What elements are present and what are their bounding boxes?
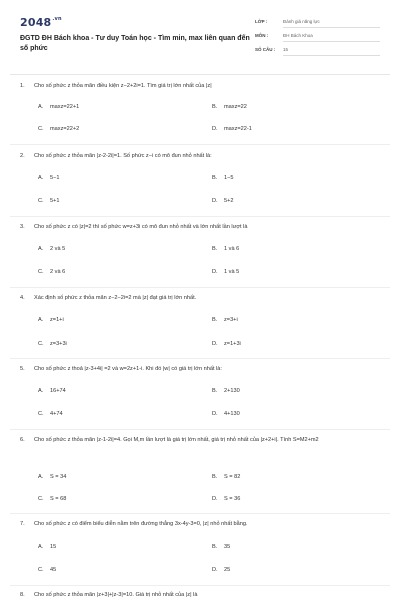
option-key: D. (212, 126, 218, 132)
logo-text: 2048 (20, 16, 52, 29)
option-key: B. (212, 246, 218, 252)
option-key: A. (38, 175, 44, 181)
question-1-option-a[interactable] (38, 104, 79, 110)
option-text: S = 82 (224, 474, 241, 480)
option-key: C. (38, 269, 44, 275)
option-key: B. (212, 175, 218, 181)
option-text: 1−5 (224, 175, 234, 181)
question-4-option-c[interactable] (38, 341, 67, 347)
question-text: Cho số phức z thỏa mãn |z-1-2i|=4. Gọi M,m lần lượt là giá trị lớn nhất, giá trị nhỏ nhất của |z+2+i|. Tính S=M2+m2 (34, 437, 319, 443)
question-text: Cho số phức z thỏa mãn điều kiện z−2+2i=1. Tìm giá trị lớn nhất của |z| (34, 83, 212, 89)
option-text: 1 và 6 (224, 246, 240, 252)
option-text: z=3+i (224, 317, 238, 323)
option-text: z=1+3i (224, 341, 241, 347)
question-2-option-a[interactable] (38, 175, 60, 181)
option-text: maxz=22-1 (224, 126, 252, 132)
option-key: D. (212, 496, 218, 502)
question-1-text (20, 82, 380, 91)
option-key: A. (38, 474, 44, 480)
question-divider (10, 144, 390, 145)
question-4-text (20, 294, 380, 303)
question-2-option-c[interactable] (38, 198, 60, 204)
header (0, 0, 400, 68)
question-divider (10, 216, 390, 217)
option-text: S = 36 (224, 496, 241, 502)
question-number: 5. (20, 366, 25, 372)
question-number: 3. (20, 224, 25, 230)
meta-count-label: SỐ CÂU : (255, 47, 276, 52)
question-6-option-d[interactable] (212, 496, 240, 502)
option-key: B. (212, 544, 218, 550)
question-1-option-d[interactable] (212, 126, 252, 132)
question-text: Cho số phức z thoả |z-3+4i| =2 và w=2z+1-i. Khi đó |w| có giá trị lớn nhất là: (34, 366, 222, 372)
question-7-option-b[interactable] (212, 544, 230, 550)
question-2-option-d[interactable] (212, 198, 234, 204)
question-6-option-c[interactable] (38, 496, 66, 502)
question-3-option-b[interactable] (212, 246, 239, 252)
option-key: A. (38, 388, 44, 394)
option-key: C. (38, 198, 44, 204)
option-text: 1 và 5 (224, 269, 240, 275)
question-divider (10, 585, 390, 586)
question-4-option-d[interactable] (212, 341, 241, 347)
option-text: maxz=22 (224, 104, 247, 110)
question-5-option-b[interactable] (212, 388, 240, 394)
option-key: B. (212, 474, 218, 480)
meta-divider (283, 27, 380, 28)
option-key: B. (212, 388, 218, 394)
option-text: 2 và 6 (50, 269, 66, 275)
header-divider (10, 74, 390, 75)
option-text: 25 (224, 567, 231, 573)
logo-sup: .vn (52, 16, 62, 22)
meta-divider (283, 55, 380, 56)
option-key: C. (38, 341, 44, 347)
question-text: Cho số phức z có |z|=2 thì số phức w=z+3i có mô đun nhỏ nhất và lớn nhất lần lượt là (34, 224, 248, 230)
option-key: C. (38, 126, 44, 132)
question-number: 6. (20, 437, 25, 443)
option-key: C. (38, 411, 44, 417)
meta-count (255, 44, 380, 56)
option-key: D. (212, 269, 218, 275)
question-5-option-c[interactable] (38, 411, 63, 417)
question-3-option-a[interactable] (38, 246, 65, 252)
question-8-text (20, 591, 380, 600)
option-key: A. (38, 246, 44, 252)
question-1-option-b[interactable] (212, 104, 247, 110)
option-text: 2+130 (224, 388, 240, 394)
question-4-option-a[interactable] (38, 317, 64, 323)
question-6-option-b[interactable] (212, 474, 240, 480)
meta-class-value: Đánh giá năng lực (283, 19, 320, 24)
option-key: C. (38, 567, 44, 573)
question-divider (10, 358, 390, 359)
meta-class-label: LỚP : (255, 19, 268, 24)
question-number: 4. (20, 295, 25, 301)
option-key: D. (212, 341, 218, 347)
question-divider (10, 287, 390, 288)
option-text: maxz=22+1 (50, 104, 80, 110)
question-5-option-a[interactable] (38, 388, 66, 394)
question-2-option-b[interactable] (212, 175, 234, 181)
option-text: 5−1 (50, 175, 60, 181)
question-7-option-c[interactable] (38, 567, 56, 573)
option-text: 5+2 (224, 198, 234, 204)
question-5-option-d[interactable] (212, 411, 240, 417)
question-6-option-a[interactable] (38, 474, 66, 480)
option-key: A. (38, 544, 44, 550)
question-text: Xác định số phức z thỏa mãn z−2−2i=2 mà |z| đạt giá trị lớn nhất. (34, 295, 197, 301)
option-key: D. (212, 411, 218, 417)
question-5-text (20, 365, 380, 374)
option-key: B. (212, 104, 218, 110)
option-text: 4+74 (50, 411, 63, 417)
meta-subject (255, 30, 380, 42)
question-number: 7. (20, 521, 25, 527)
option-key: A. (38, 104, 44, 110)
option-text: 16+74 (50, 388, 66, 394)
question-3-text (20, 223, 380, 232)
option-key: A. (38, 317, 44, 323)
option-text: 15 (50, 544, 57, 550)
option-key: D. (212, 198, 218, 204)
question-2-text (20, 152, 380, 161)
logo[interactable] (20, 16, 62, 29)
question-4-option-b[interactable] (212, 317, 238, 323)
question-7-text (20, 520, 380, 529)
option-text: 35 (224, 544, 231, 550)
question-6-text (20, 436, 360, 445)
option-text: 45 (50, 567, 57, 573)
option-text: z=1+i (50, 317, 64, 323)
meta-subject-label: MÔN : (255, 33, 269, 38)
meta-class (255, 16, 380, 28)
option-key: C. (38, 496, 44, 502)
meta-count-value: 15 (283, 47, 289, 52)
question-7-option-d[interactable] (212, 567, 230, 573)
option-text: 4+130 (224, 411, 240, 417)
question-divider (10, 429, 390, 430)
question-7-option-a[interactable] (38, 544, 56, 550)
option-key: B. (212, 317, 218, 323)
option-text: 2 và 5 (50, 246, 66, 252)
question-number: 8. (20, 592, 25, 598)
option-key: D. (212, 567, 218, 573)
option-text: S = 68 (50, 496, 67, 502)
question-number: 2. (20, 153, 25, 159)
page-title: ĐGTD ĐH Bách khoa - Tư duy Toán học - Tìm min, max liên quan đến số phức (20, 35, 250, 52)
question-text: Cho số phức z có điểm biểu diễn nằm trên đường thẳng 3x-4y-3=0, |z| nhỏ nhất bằng. (34, 521, 248, 527)
option-text: maxz=22+2 (50, 126, 80, 132)
question-3-option-d[interactable] (212, 269, 239, 275)
question-text: Cho số phức z thỏa mãn |z+3|+|z-3|=10. Giá trị nhỏ nhất của |z| là (34, 592, 198, 598)
meta-divider (283, 41, 380, 42)
question-number: 1. (20, 83, 25, 89)
question-text: Cho số phức z thỏa mãn |z-2-2i|=1. Số phức z−i có mô đun nhỏ nhất là: (34, 153, 212, 159)
option-text: z=3+3i (50, 341, 67, 347)
question-1-option-c[interactable] (38, 126, 79, 132)
question-divider (10, 513, 390, 514)
option-text: 5+1 (50, 198, 60, 204)
option-text: S = 34 (50, 474, 67, 480)
meta-subject-value: ĐH Bách Khoa (283, 33, 313, 38)
question-3-option-c[interactable] (38, 269, 65, 275)
